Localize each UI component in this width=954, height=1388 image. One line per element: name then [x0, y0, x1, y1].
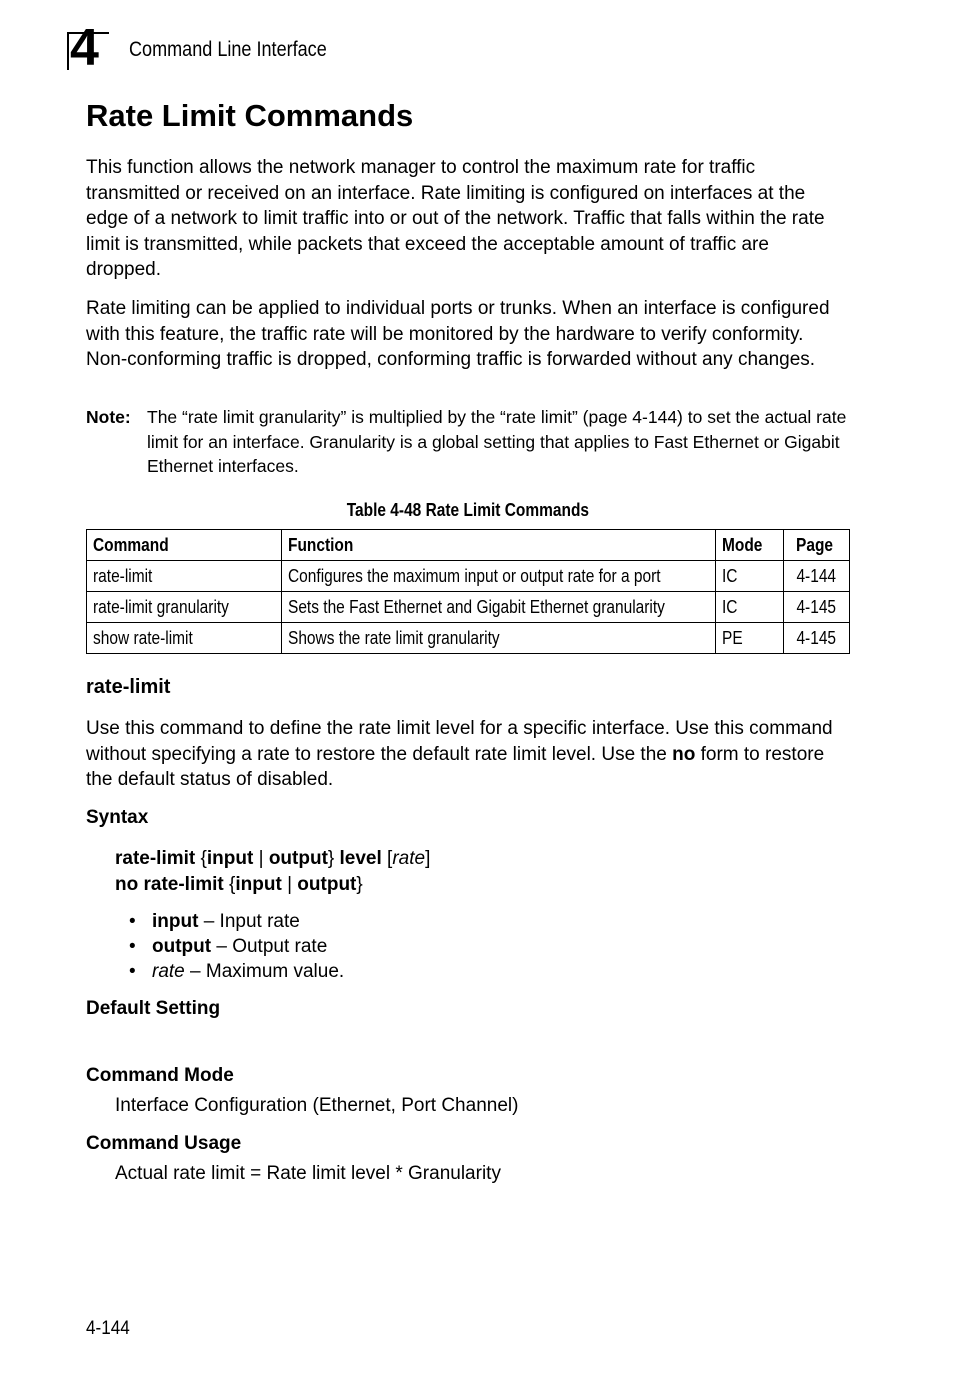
- cell-page: 4-144: [784, 561, 850, 592]
- syntax-heading: Syntax: [86, 807, 149, 828]
- header-page: Page: [784, 530, 850, 561]
- header-mode: Mode: [716, 530, 784, 561]
- cell-mode: IC: [716, 561, 784, 592]
- cell-mode: IC: [716, 592, 784, 623]
- command-usage-text: Actual rate limit = Rate limit level * Granularity: [115, 1163, 501, 1184]
- cell-mode: PE: [716, 623, 784, 654]
- syntax-line-1: rate-limit {input | output} level [rate]: [115, 848, 431, 869]
- page-number: 4-144: [86, 1318, 130, 1339]
- header-command: Command: [87, 530, 282, 561]
- cell-function: Sets the Fast Ethernet and Gigabit Ethernet granularity: [282, 592, 716, 623]
- cell-function: Configures the maximum input or output rate for a port: [282, 561, 716, 592]
- cell-command: rate-limit: [87, 561, 282, 592]
- table-row: [87, 561, 850, 592]
- page-title: Rate Limit Commands: [86, 98, 414, 133]
- syntax-arguments-list: [115, 909, 344, 984]
- syntax-block: [115, 846, 430, 897]
- chapter-number: 4: [70, 19, 99, 77]
- header-function: Function: [282, 530, 716, 561]
- command-mode-text: Interface Configuration (Ethernet, Port Channel): [115, 1095, 519, 1116]
- intro-paragraph-1: This function allows the network manager to control the maximum rate for traffic transmitted or received on an interface. Rate limiting is configured on interfaces at the edge of a network to limit traffic into or out of the network. Traffic that falls within the rate limit is transmitted, while packets that exceed the acceptable amount of traffic are dropped.: [86, 157, 825, 280]
- list-item: • rate – Maximum value.: [115, 959, 344, 984]
- note-label: Note:: [86, 407, 131, 427]
- syntax-line-2: no rate-limit {input | output}: [115, 873, 363, 895]
- cell-function: Shows the rate limit granularity: [282, 623, 716, 654]
- section-description: Use this command to define the rate limit level for a specific interface. Use this command without specifying a rate to restore the default rate limit level. Use the no form to restore the default status of disabled.: [86, 718, 833, 790]
- cell-page: 4-145: [784, 592, 850, 623]
- command-usage-heading: Command Usage: [86, 1133, 242, 1154]
- table-row: [87, 592, 850, 623]
- chapter-title: Command Line Interface: [129, 38, 327, 61]
- list-item: • input – Input rate: [115, 909, 344, 934]
- table-row: [87, 623, 850, 654]
- table-caption: [86, 500, 849, 521]
- list-item: • output – Output rate: [115, 934, 344, 959]
- section-title: rate-limit: [86, 676, 171, 698]
- cell-command: show rate-limit: [87, 623, 282, 654]
- no-keyword: no: [672, 743, 696, 765]
- cell-page: 4-145: [784, 623, 850, 654]
- note-text: The “rate limit granularity” is multiplied by the “rate limit” (page 4-144) to set the actual rate limit for an interface. Granularity is a global setting that applies to Fast Ethernet or Gigabit Ethernet interfaces.: [147, 407, 847, 476]
- command-mode-heading: Command Mode: [86, 1065, 234, 1086]
- rate-limit-commands-table: [86, 529, 850, 654]
- table-caption-text: Table 4-48 Rate Limit Commands: [346, 500, 589, 520]
- cell-command: rate-limit granularity: [87, 592, 282, 623]
- intro-paragraph-2: Rate limiting can be applied to individual ports or trunks. When an interface is configured with this feature, the traffic rate will be monitored by the hardware to verify conformity. Non-conforming traffic is dropped, conforming traffic is forwarded without any changes.: [86, 298, 830, 370]
- default-setting-heading: Default Setting: [86, 998, 221, 1019]
- table-header-row: [87, 530, 850, 561]
